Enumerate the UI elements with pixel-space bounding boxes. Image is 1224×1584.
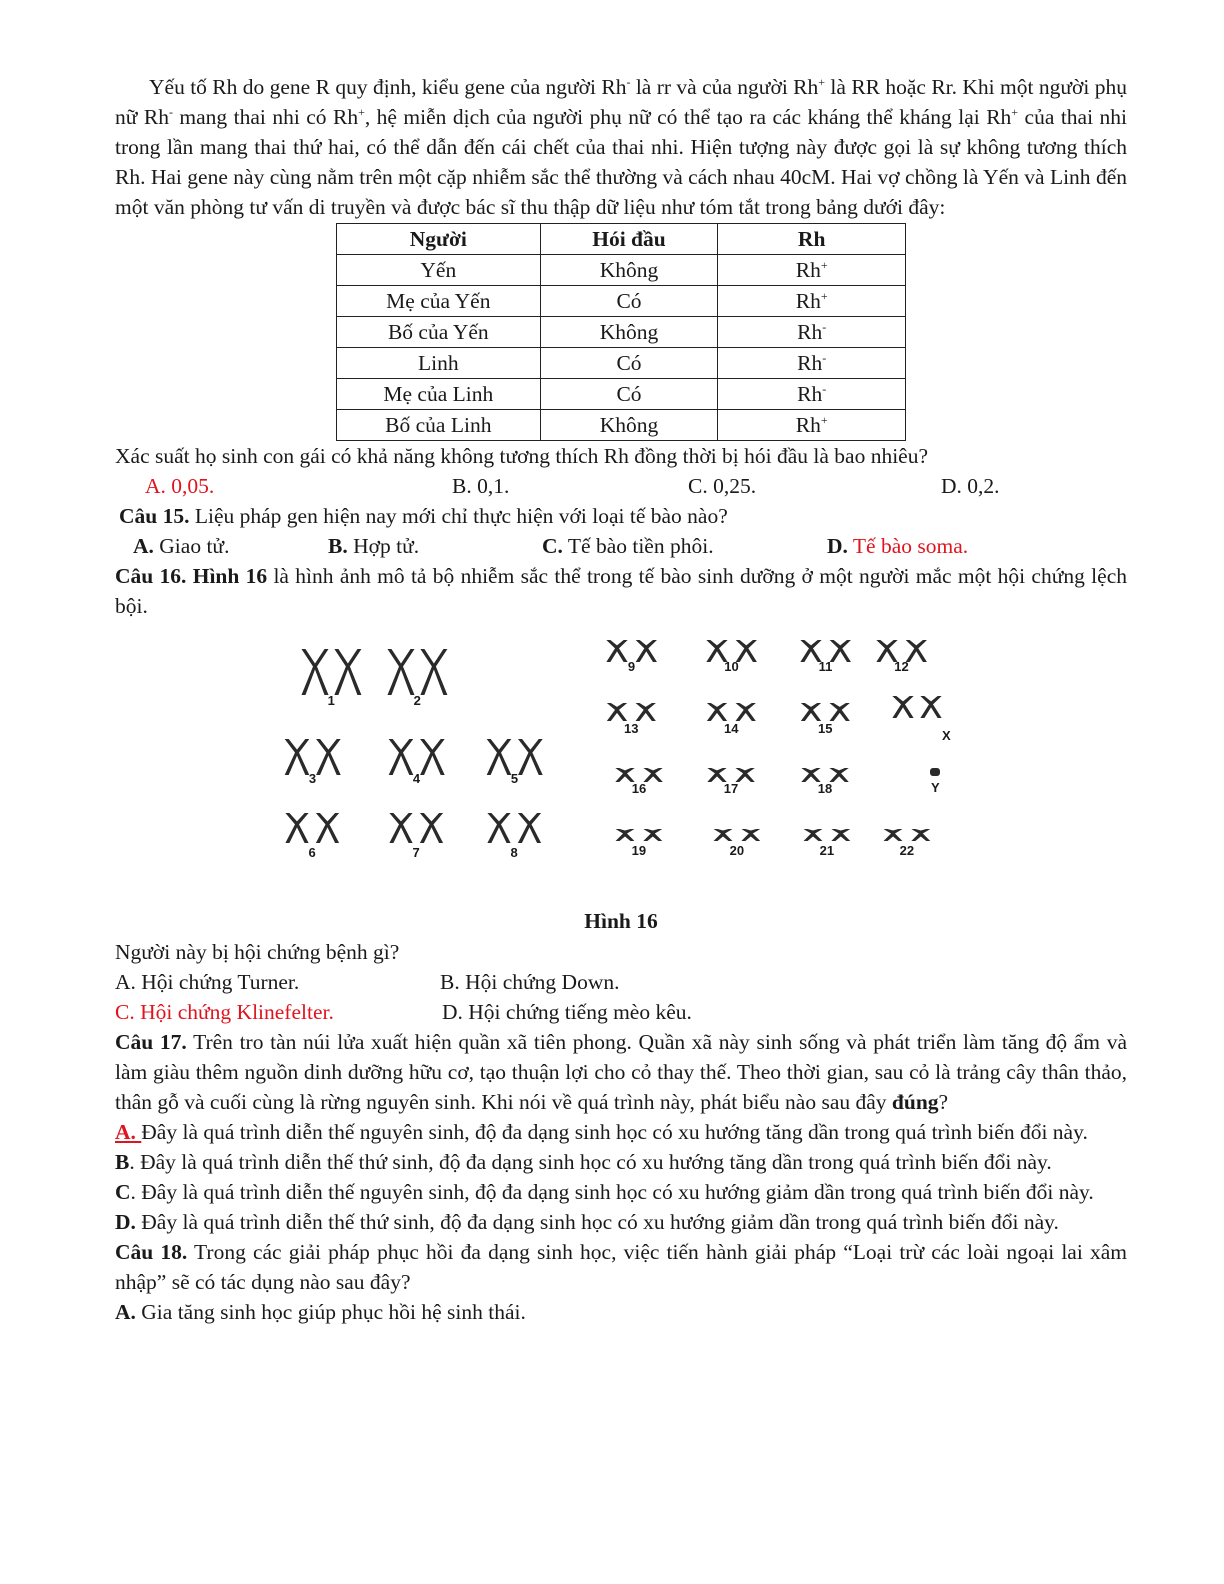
chromosome-label: 4 [412,771,421,786]
q15-options [115,531,1127,561]
q17-option-b [115,1147,1127,1177]
rh-sign: + [820,413,828,427]
option-letter: D. [115,1210,136,1234]
superscript-plus: + [1011,105,1019,119]
q17-option-c [115,1177,1127,1207]
question-text: Liệu pháp gen hiện nay mới chỉ thực hiện với loại tế bào nào? [189,504,728,528]
superscript-minus: - [168,105,173,119]
cell-person: Mẹ của Yến [337,286,541,317]
intro-text: là rr và của người Rh [630,75,819,99]
chromosome-label: 15 [818,721,833,736]
table-row [337,410,906,441]
rh-text: Rh [797,351,823,375]
chromosome-label: 11 [818,659,833,674]
table-row [337,348,906,379]
cell-bald: Không [540,317,718,348]
q16-options-row1 [115,967,1127,997]
table-row [337,379,906,410]
chromosome-label: 20 [729,843,745,858]
q18-option-a [115,1297,1127,1327]
chromosome-pair-18 [801,768,848,796]
chromosome-pair-21 [804,829,851,858]
chromosome-label: Y [931,780,940,795]
chromosome-label: 3 [308,771,317,786]
chromosome-Y [930,768,940,795]
intro-text: là RR hoặc Rr. Khi một người phụ nữ Rh [115,75,1127,129]
chromosome-label: 13 [624,721,639,736]
question-label: Câu 17. [115,1030,187,1054]
superscript-plus: + [818,75,826,89]
chromosome-label: 14 [724,721,739,736]
option-text: Đây là quá trình diễn thế nguyên sinh, độ đa dạng sinh học có xu hướng tăng dần trong quá trình biến đổi này. [141,1120,1088,1144]
question-text: Trên tro tàn núi lửa xuất hiện quần xã tiên phong. Quần xã này sinh sống và phát triển làm tăng độ ẩm và làm giàu thêm nguồn dinh dưỡng hữu cơ, tạo thuận lợi cho cỏ thay thế. Theo thời gian, sau cỏ là trảng cây thân thảo, thân gỗ và cuối cùng là rừng nguyên sinh. Khi nói về quá trình này, phát biểu nào sau đây [115,1030,1127,1114]
chromosome-pair-17 [707,768,754,796]
rh-sign: - [822,320,827,334]
chromosome-pair-8 [487,813,541,860]
chromosome-label: 1 [327,693,335,708]
cell-rh [718,379,906,410]
option-letter: B [115,1150,130,1174]
chromosome-pair-5 [487,739,543,786]
chromosome-label: 6 [308,845,316,860]
table-header: Người [337,224,541,255]
cell-bald: Không [540,255,718,286]
option-text: Gia tăng sinh học giúp phục hồi hệ sinh thái. [135,1300,526,1324]
q14-option-b: B. 0,1. [452,474,510,498]
cell-person: Yến [337,255,541,286]
intro-text: Yếu tố Rh do gene R quy định, kiểu gene của người Rh [149,75,627,99]
emphasis-text: đúng [891,1090,939,1114]
q16-option-b: B. Hội chứng Down. [440,970,620,994]
chromosome-label: 10 [724,659,739,674]
cell-bald: Có [540,286,718,317]
table-header-row [337,224,906,255]
chromosome-pair-1 [301,649,361,708]
chromosome-pair-15 [801,703,850,736]
table-header: Rh [718,224,906,255]
rh-text: Rh [797,320,823,344]
option-letter: A. [115,1120,142,1144]
q17-question: Câu 17. Trên tro tàn núi lửa xuất hiện quần xã tiên phong. Quần xã này sinh sống và phát triển làm tăng độ ẩm và làm giàu thêm nguồn dinh dưỡng hữu cơ, tạo thuận lợi cho cỏ thay thế. Theo thời gian, sau cỏ là trảng cây thân thảo, thân gỗ và cuối cùng là rừng nguyên sinh. Khi nói về quá trình này, phát biểu nào sau đây đúng? [115,1030,1127,1114]
chromosome-pair-19 [616,829,663,858]
rh-text: Rh [795,413,821,437]
rh-sign: + [820,289,828,303]
document-page [115,72,1127,1327]
q16-prompt: Người này bị hội chứng bệnh gì? [115,940,400,964]
chromosome-label: 2 [413,693,421,708]
q16-option-d: D. Hội chứng tiếng mèo kêu. [442,1000,692,1024]
cell-person: Linh [337,348,541,379]
question-text: là hình ảnh mô tả bộ nhiễm sắc thể trong tế bào sinh dưỡng ở một người mắc một hội chứng lệch bội. [115,564,1127,618]
option-text: . Đây là quá trình diễn thế nguyên sinh, độ đa dạng sinh học có xu hướng giảm dần trong quá trình biến đổi này. [130,1180,1094,1204]
q15-option-c: C. Tế bào tiền phôi. [542,534,714,558]
table-row [337,286,906,317]
chromosome-pair-22 [884,829,931,858]
table-row [337,255,906,286]
question-label: Câu 18. [115,1240,188,1264]
q14-option-d: D. 0,2. [941,474,1000,498]
chromosome-label: 12 [894,659,909,674]
chromosome-pair-X [892,696,951,743]
chromosome-pair-20 [714,829,761,858]
chromosome-pair-13 [607,703,656,736]
q14-question: Xác suất họ sinh con gái có khả năng không tương thích Rh đồng thời bị hói đầu là bao nhiêu? [115,444,929,468]
chromosome-pair-3 [285,739,341,786]
cell-rh [718,348,906,379]
cell-person: Bố của Yến [337,317,541,348]
chromosome-label: 19 [631,843,647,858]
option-text: Đây là quá trình diễn thế thứ sinh, độ đa dạng sinh học có xu hướng giảm dần trong quá trình biến đổi này. [135,1210,1059,1234]
cell-person: Bố của Linh [337,410,541,441]
cell-rh [718,286,906,317]
rh-data-table [336,223,906,441]
q17-option-a [115,1117,1127,1147]
chromosome-pair-16 [615,768,662,796]
cell-rh [718,410,906,441]
rh-sign: - [822,382,827,396]
cell-person: Mẹ của Linh [337,379,541,410]
intro-text: , hệ miễn dịch của người phụ nữ có thể tạo ra các kháng thể kháng lại Rh [364,105,1012,129]
question-text: Trong các giải pháp phục hồi đa dạng sinh học, việc tiến hành giải pháp “Loại trừ các loài ngoại lai xâm nhập” sẽ có tác dụng nào sau đây? [115,1240,1127,1294]
intro-text: mang thai nhi có Rh [172,105,359,129]
table-row [337,317,906,348]
chromosome-label: 17 [723,781,739,796]
q16-question [115,561,1127,621]
chromosome-label: 5 [510,771,519,786]
chromosome-pair-2 [387,649,447,708]
cell-rh [718,255,906,286]
rh-text: Rh [795,289,821,313]
chromosome-pair-6 [285,813,339,860]
chromosome-pair-11 [800,640,851,674]
chromosome-label: 7 [412,845,420,860]
q14-options [115,471,1127,501]
chromosome-pair-12 [876,640,927,674]
q15-option-b: B. Hợp tử. [328,534,420,558]
option-letter: C [115,1180,131,1204]
cell-bald: Có [540,348,718,379]
q14-option-a: A. 0,05. [145,474,215,498]
chromosome-pair-9 [606,640,657,674]
chromosome-pair-10 [706,640,757,674]
cell-bald: Có [540,379,718,410]
option-letter: A. [115,1300,136,1324]
q17-option-d [115,1207,1127,1237]
intro-paragraph [115,72,1127,222]
chromosome-pair-4 [389,739,445,786]
q16-options-row2 [115,997,1127,1027]
rh-sign: + [820,258,828,272]
figure-caption: Hình 16 [584,909,658,933]
option-text: . Đây là quá trình diễn thế thứ sinh, độ đa dạng sinh học có xu hướng tăng dần trong quá trình biến đổi này. [129,1150,1052,1174]
chromosome-label: 16 [631,781,647,796]
q16-option-c: C. Hội chứng Klinefelter. [115,1000,334,1024]
q15-option-a: A. Giao tử. [133,534,230,558]
rh-text: Rh [795,258,821,282]
q15-option-d: D. Tế bào soma. [827,534,969,558]
q16-option-a: A. Hội chứng Turner. [115,970,300,994]
karyotype-figure [115,621,1127,906]
chromosome-label: 18 [817,781,833,796]
chromosome-pair-7 [389,813,443,860]
question-label: Câu 15. [119,504,190,528]
q15-question [115,501,1127,531]
superscript-plus: + [358,105,365,119]
chromosome-label: 21 [819,843,835,858]
q18-question [115,1237,1127,1297]
q14-option-c: C. 0,25. [688,474,757,498]
table-header: Hói đầu [540,224,718,255]
chromosome-label: X [942,728,951,743]
karyotype-image [275,621,975,906]
superscript-minus: - [626,75,631,89]
chromosome-pair-14 [707,703,756,736]
chromosome-label: 22 [899,843,915,858]
cell-bald: Không [540,410,718,441]
question-label: Câu 16. Hình 16 [115,564,268,588]
chromosome-label: 9 [627,659,636,674]
rh-sign: - [822,351,827,365]
rh-text: Rh [797,382,823,406]
cell-rh [718,317,906,348]
chromosome-label: 8 [510,845,518,860]
intro-text: của thai nhi trong lần mang thai thứ hai, có thể dẫn đến cái chết của thai nhi. Hiện tượng này được gọi là sự không tương thích Rh. Hai gene này cùng nằm trên một cặp nhiễm sắc thể thường và cách nhau 40cM. Hai vợ chồng là Yến và Linh đến một văn phòng tư vấn di truyền và được bác sĩ thu thập dữ liệu như tóm tắt trong bảng dưới đây: [115,105,1127,219]
